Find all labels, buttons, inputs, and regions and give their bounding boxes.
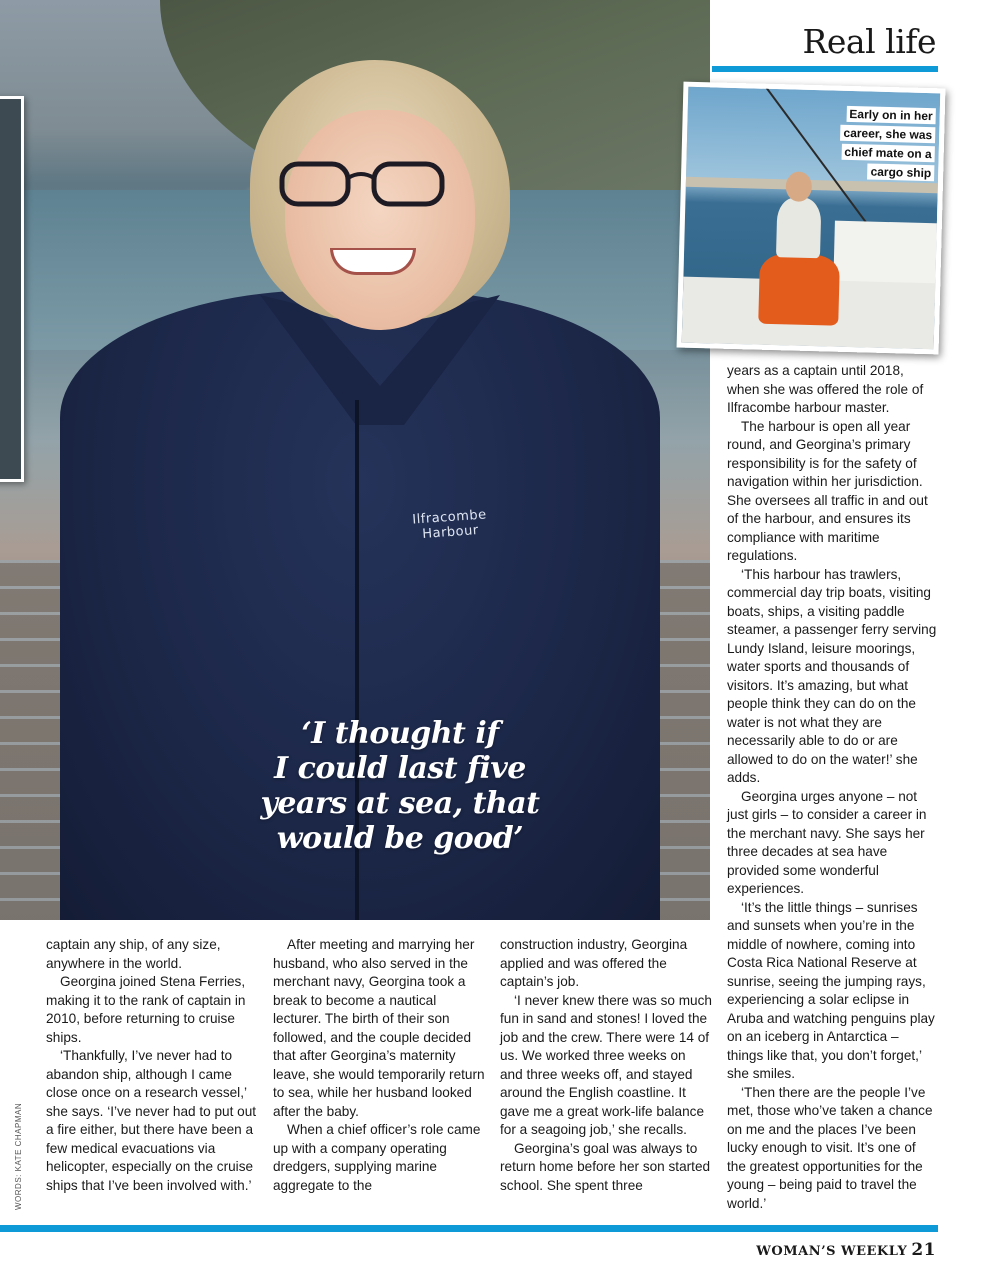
paragraph: Georgina’s goal was always to return home before her son started school. She spent three: [500, 1140, 711, 1193]
orange-overalls: [758, 254, 840, 326]
paragraph: Georgina joined Stena Ferries, making it to the rank of captain in 2010, before returning to cruise ships.: [46, 974, 246, 1045]
jacket-logo-line: Harbour: [421, 523, 480, 542]
face: [285, 110, 475, 330]
photo-credit: WORDS: KATE CHAPMAN: [14, 1102, 23, 1210]
glasses-icon: [278, 160, 448, 208]
paragraph: ‘I never knew there was so much fun in sand and stones! I loved the job and the crew. There were 14 of us. We worked three weeks on and three weeks off, and stayed around the English coastline. It gave me a great work-life balance for a seagoing job,’ she recalls.: [500, 992, 712, 1137]
top-rule: [712, 66, 938, 72]
pull-quote-line: years at sea, that: [260, 786, 540, 821]
section-title: Real life: [802, 22, 936, 61]
paragraph: ‘It’s the little things – sunrises and sunsets when you’re in the middle of nowhere, coming into Costa Rica National Reserve at sunrise, seeing the jumping rays, experiencing a solar eclipse in Aruba and watching penguins play on an iceberg in Antarctica – things like that, you don’t forget,’ she smiles.: [727, 899, 935, 1081]
paragraph: After meeting and marrying her husband, who also served in the merchant navy, Georgina took a break to become a nautical lecturer. The birth of their son followed, and the couple decided that after Georgina’s maternity leave, she would temporarily return to sea, while her husband looked after the baby.: [273, 937, 485, 1119]
paragraph: When a chief officer’s role came up with a company operating dredgers, supplying marine aggregate to the: [273, 1122, 481, 1193]
article-column-4: [727, 362, 937, 1213]
smile: [330, 248, 416, 275]
jacket-logo-line: Ilfracombe: [411, 507, 488, 528]
paragraph: The harbour is open all year round, and Georgina’s primary responsibility is for the safety of navigation within her jurisdiction. She oversees all traffic in and out of the harbour, and ensures its compliance with maritime regulations.: [727, 418, 928, 563]
pull-quote-line: ‘I thought if: [301, 716, 499, 751]
paragraph: ‘Thankfully, I’ve never had to abandon ship, although I came close once on a research vessel,’ she says. ‘I’ve never had to put out a fire either, but there have been a few medical evacuations via helicopter, especially on the cruise ships that I’ve been involved with.’: [46, 1048, 257, 1193]
page-footer: [756, 1240, 936, 1260]
article-column-1: [46, 936, 258, 1195]
pull-quote-line: would be good’: [276, 821, 524, 856]
paragraph: construction industry, Georgina applied and was offered the captain’s job.: [500, 937, 688, 989]
partial-photo-left: [0, 96, 24, 482]
bottom-rule: [0, 1225, 938, 1232]
paragraph: ‘Then there are the people I’ve met, those who’ve taken a chance on me and the places I’ve been lucky enough to visit. It’s one of the greatest opportunities for the young – being paid to travel the world.’: [727, 1084, 933, 1211]
article-column-3: [500, 936, 712, 1195]
paragraph: captain any ship, of any size, anywhere in the world.: [46, 937, 221, 971]
cargo-ship-photo: [677, 82, 946, 355]
page-number: 21: [911, 1240, 936, 1260]
magazine-name: WOMAN’S WEEKLY: [756, 1244, 908, 1259]
person-head: [785, 171, 812, 202]
paragraph: years as a captain until 2018, when she was offered the role of Ilfracombe harbour master.: [727, 363, 924, 415]
photo-caption: [824, 104, 936, 183]
pull-quote: [260, 716, 540, 856]
paragraph: Georgina urges anyone – not just girls – to consider a career in the merchant navy. She says her three decades at sea have provided some wonderful experiences.: [727, 788, 927, 896]
pull-quote-line: I could last five: [274, 751, 526, 786]
photo-caption-text: Early on in her career, she was chief mate on a cargo ship: [840, 106, 936, 181]
white-shirt: [776, 197, 822, 258]
article-column-2: [273, 936, 485, 1195]
paragraph: ‘This harbour has trawlers, commercial day trip boats, visiting boats, ships, a visiting paddle steamer, a passenger ferry serving Lundy Island, leisure moorings, water sports and thousands of visitors. It’s amazing, but what people think they can do on the water is not what they are necessarily able to do or are allowed to do on the water!’ she adds.: [727, 566, 937, 785]
